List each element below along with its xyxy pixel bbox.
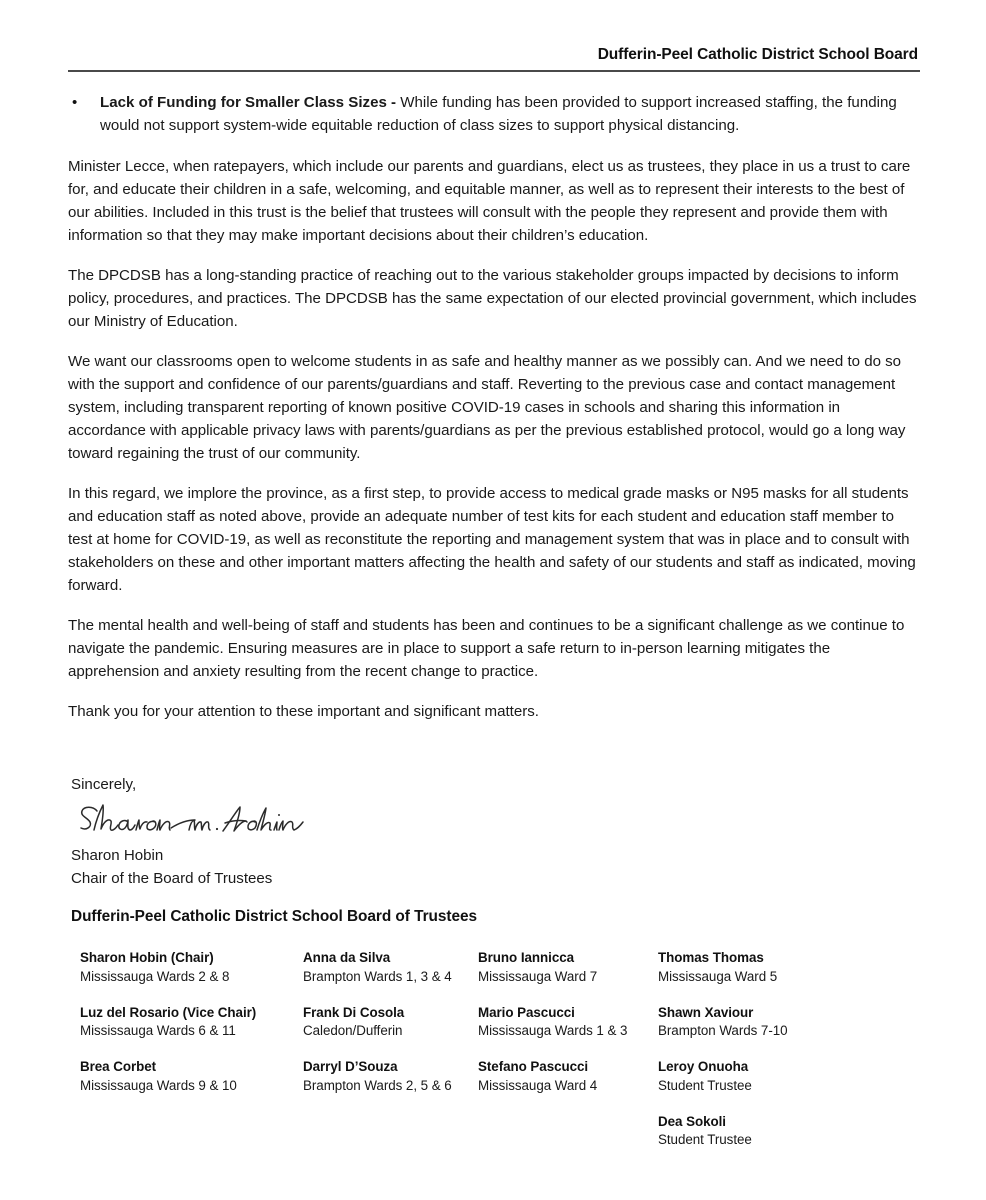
page-header <box>68 46 920 72</box>
trustee-name: Luz del Rosario (Vice Chair) <box>80 1004 257 1020</box>
trustee-name: Bruno Iannicca <box>478 950 575 965</box>
trustee-ward: Mississauga Wards 6 & 11 <box>80 1023 236 1039</box>
trustee-name: Brea Corbet <box>80 1059 157 1075</box>
trustee-ward: Brampton Wards 7-10 <box>658 1023 788 1039</box>
trustee-entry <box>303 949 473 987</box>
paragraph-2: The DPCDSB has a long-standing practice of reaching out to the various stakeholder groups impacted by decisions to inform policy, procedures, and practices. The DPCDSB has the same expectation of our elected provincial government, which includes our Ministry of Education. <box>68 266 917 330</box>
trustee-name: Anna da Silva <box>303 950 391 965</box>
paragraph-5: The mental health and well-being of staff and students has been and continues to be a significant challenge as we continue to navigate the pandemic. Ensuring measures are in place to support a safe return to in-person learning mitigates the apprehension and anxiety resulting from the recent change to practice. <box>68 617 905 681</box>
trustee-ward: Mississauga Wards 2 & 8 <box>80 968 230 984</box>
trustee-ward: Mississauga Ward 7 <box>478 968 598 984</box>
trustee-ward: Student Trustee <box>658 1132 752 1148</box>
trustee-entry <box>80 1058 295 1096</box>
trustee-entry <box>478 1058 653 1096</box>
trustees-column-3 <box>478 949 653 1113</box>
trustee-name: Leroy Onuoha <box>658 1059 749 1075</box>
bullet-list-item <box>68 92 920 138</box>
trustees-grid <box>71 949 931 1148</box>
trustee-entry <box>80 1004 295 1042</box>
bullet-item-rest: While funding has been provided to support increased staffing, the funding would not support system-wide equitable reduction of class sizes to support physical distancing. <box>100 94 897 134</box>
trustee-ward: Mississauga Wards 1 & 3 <box>478 1023 628 1039</box>
trustee-name: Thomas Thomas <box>658 950 764 965</box>
trustees-heading: Dufferin-Peel Catholic District School Board of Trustees <box>71 908 477 925</box>
bullet-marker-icon: • <box>72 94 78 111</box>
header-divider <box>68 70 920 72</box>
trustee-name: Sharon Hobin (Chair) <box>80 950 214 965</box>
trustee-entry <box>303 1004 473 1042</box>
trustee-entry <box>658 949 858 987</box>
trustee-entry <box>303 1058 473 1096</box>
trustee-name: Dea Sokoli <box>658 1113 726 1129</box>
signature-image <box>71 799 571 841</box>
trustee-name: Stefano Pascucci <box>478 1059 589 1075</box>
trustee-entry <box>658 1058 858 1096</box>
trustee-name: Frank Di Cosola <box>303 1004 405 1020</box>
paragraph-6: Thank you for your attention to these important and significant matters. <box>68 703 539 721</box>
letter-body <box>68 92 920 740</box>
paragraph-4: In this regard, we implore the province, as a first step, to provide access to medical grade masks or N95 masks for all students and education staff as noted above, provide an adequate number of test kits for each student and education staff member to test at home for COVID-19, as well as reconstitute the reporting and management system that was in place and to consult with stakeholders on these and other important matters affecting the health and safety of our students and staff as indicated, moving forward. <box>68 485 916 595</box>
trustee-ward: Mississauga Ward 5 <box>658 968 778 984</box>
trustees-section <box>71 908 931 1148</box>
trustee-ward: Brampton Wards 2, 5 & 6 <box>303 1077 452 1093</box>
trustee-entry <box>80 949 295 987</box>
paragraph-1: Minister Lecce, when ratepayers, which include our parents and guardians, elect us as trustees, they place in us a trust to care for, and educate their children in a safe, welcoming, and equitable manner, as well as to represent their interests to the best of our abilities. Included in this trust is the belief that trustees will consult with the people they represent and provide them with information so that they may make important decisions about their children’s education. <box>68 157 911 244</box>
closing-salutation: Sincerely, <box>71 776 137 793</box>
trustee-name: Darryl D’Souza <box>303 1059 398 1075</box>
trustee-name: Mario Pascucci <box>478 1004 575 1020</box>
handwritten-signature-icon <box>71 799 321 841</box>
trustee-name: Shawn Xaviour <box>658 1004 754 1020</box>
trustee-entry <box>658 1113 858 1151</box>
trustees-column-4 <box>658 949 858 1167</box>
bullet-item-text <box>100 92 920 138</box>
trustees-column-1 <box>80 949 295 1113</box>
trustees-column-2 <box>303 949 473 1113</box>
trustee-ward: Brampton Wards 1, 3 & 4 <box>303 968 452 984</box>
trustee-entry <box>478 1004 653 1042</box>
trustee-ward: Caledon/Dufferin <box>303 1023 403 1039</box>
paragraph-3: We want our classrooms open to welcome students in as safe and healthy manner as we possibly can. And we need to do so with the support and confidence of our parents/guardians and staff. Reverting to the previous case and contact management system, including transparent reporting of known positive COVID-19 cases in schools and sharing this information in accordance with applicable privacy laws with parents/guardians as per the previous established protocol, would go a long way toward regaining the trust of our community. <box>68 352 906 463</box>
header-title: Dufferin-Peel Catholic District School Board <box>597 46 918 63</box>
trustee-entry <box>478 949 653 987</box>
bullet-item-lead: Lack of Funding for Smaller Class Sizes - <box>100 94 397 111</box>
signatory-name: Sharon Hobin <box>71 846 164 864</box>
trustee-ward: Mississauga Ward 4 <box>478 1077 598 1093</box>
trustee-ward: Mississauga Wards 9 & 10 <box>80 1077 237 1093</box>
signatory-role: Chair of the Board of Trustees <box>71 869 273 887</box>
closing-block <box>71 774 571 891</box>
trustee-ward: Student Trustee <box>658 1077 752 1093</box>
trustee-entry <box>658 1004 858 1042</box>
